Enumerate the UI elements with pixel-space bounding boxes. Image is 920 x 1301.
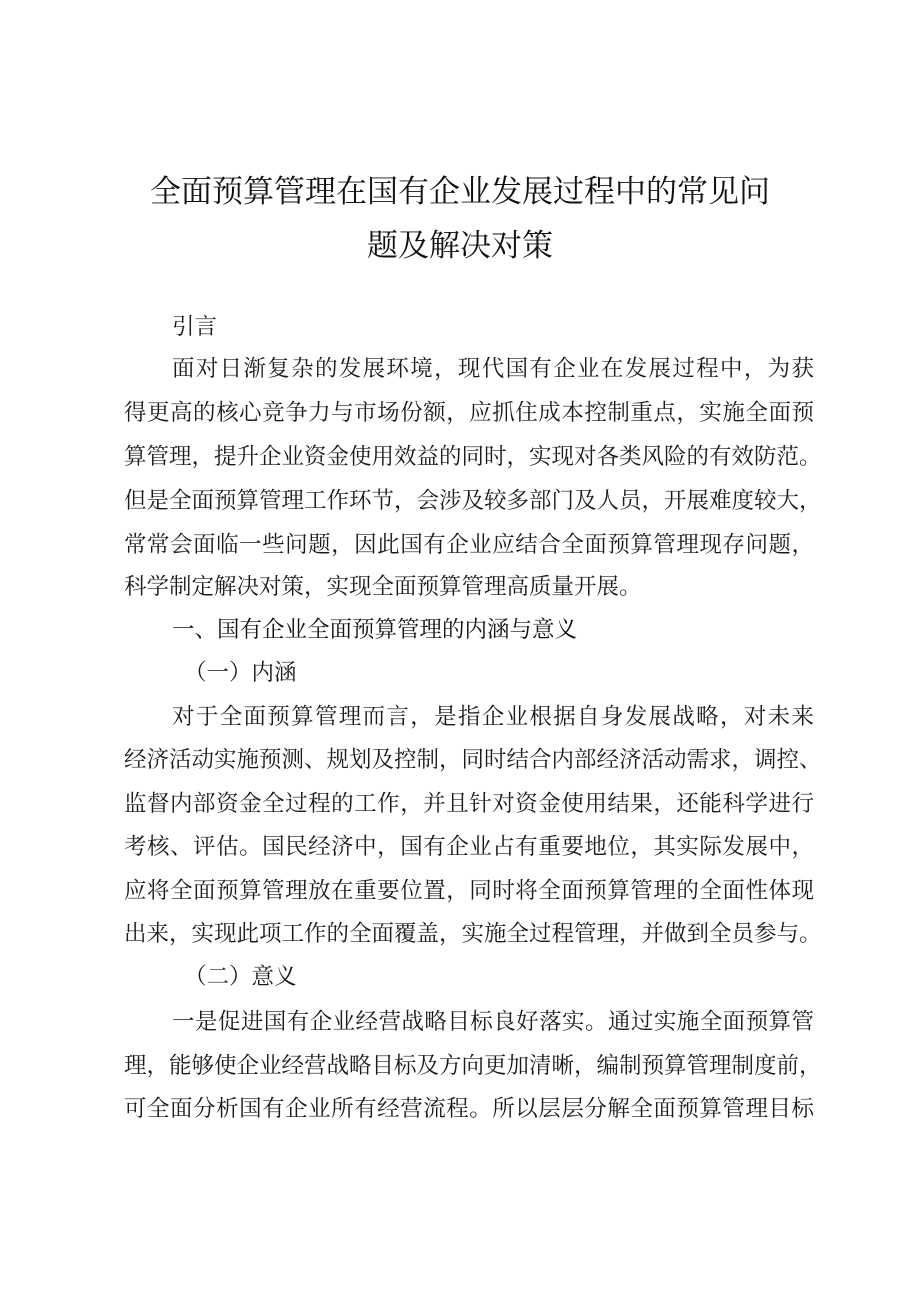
- paragraph-line: 出来，实现此项工作的全面覆盖，实施全过程管理，并做到全员参与。: [124, 921, 822, 947]
- paragraph-line: 监督内部资金全过程的工作，并且针对资金使用结果，还能科学进行: [124, 791, 814, 817]
- subsection-heading: （一）内涵: [184, 660, 297, 686]
- paragraph-line: 应将全面预算管理放在重要位置，同时将全面预算管理的全面性体现: [124, 878, 814, 904]
- paragraph-line: 对于全面预算管理而言，是指企业根据自身发展战略，对未来: [172, 704, 814, 730]
- intro-heading: 引言: [172, 314, 218, 340]
- paragraph-line: 可全面分析国有企业所有经营流程。所以层层分解全面预算管理目标: [124, 1096, 814, 1122]
- paragraph-line: 一是促进国有企业经营战略目标良好落实。通过实施全面预算管: [172, 1009, 814, 1035]
- paragraph-line: 得更高的核心竞争力与市场份额，应抓住成本控制重点，实施全面预: [124, 400, 814, 426]
- paragraph-line: 理，能够使企业经营战略目标及方向更加清晰，编制预算管理制度前，: [124, 1053, 822, 1079]
- document-title-line-1: 全面预算管理在国有企业发展过程中的常见问: [150, 174, 770, 210]
- paragraph-line: 科学制定解决对策，实现全面预算管理高质量开展。: [124, 574, 642, 600]
- section-heading: 一、国有企业全面预算管理的内涵与意义: [172, 617, 578, 643]
- paragraph-line: 算管理，提升企业资金使用效益的同时，实现对各类风险的有效防范。: [124, 444, 822, 470]
- paragraph-line: 但是全面预算管理工作环节，会涉及较多部门及人员，开展难度较大，: [124, 488, 822, 514]
- subsection-heading: （二）意义: [184, 964, 297, 990]
- paragraph-line: 面对日渐复杂的发展环境，现代国有企业在发展过程中，为获: [172, 356, 814, 382]
- document-title-line-2: 题及解决对策: [367, 228, 553, 264]
- paragraph-line: 常常会面临一些问题，因此国有企业应结合全面预算管理现存问题，: [124, 532, 814, 558]
- paragraph-line: 考核、评估。国民经济中，国有企业占有重要地位，其实际发展中，: [124, 834, 814, 860]
- paragraph-line: 经济活动实施预测、规划及控制，同时结合内部经济活动需求，调控、: [124, 747, 822, 773]
